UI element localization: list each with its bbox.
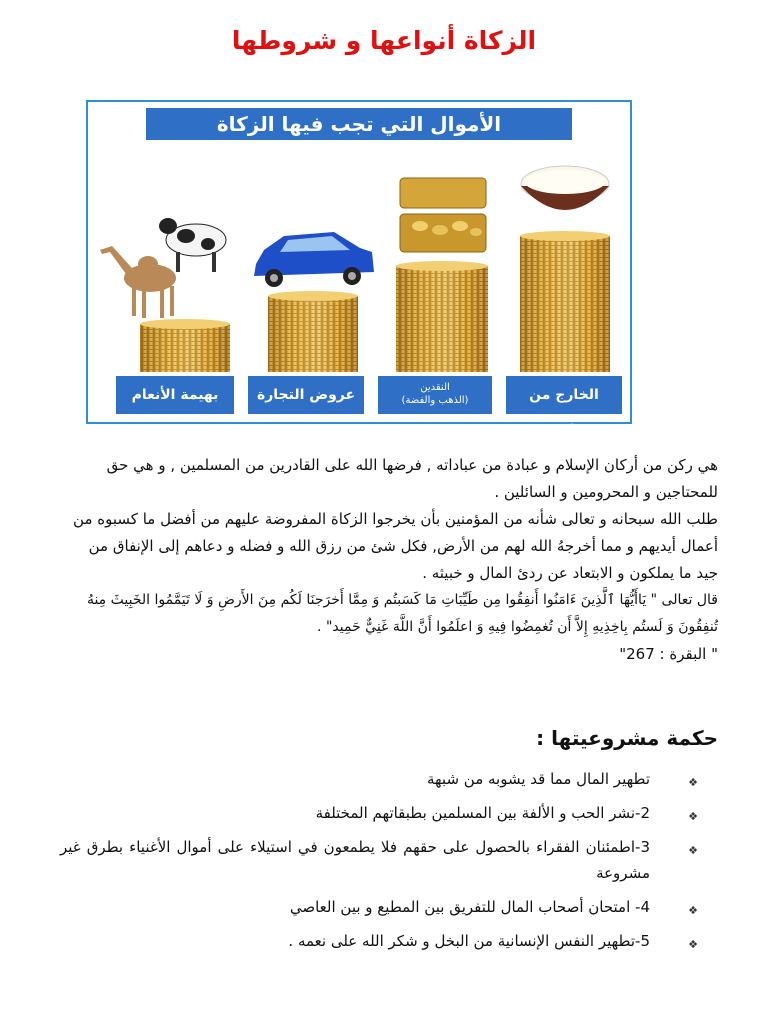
paragraph-verse: قال تعالى " يَاأَيُّهَا ٱلَّذِينَ ءَامَنُوا أَنفِقُوا مِن طَيِّبَاتِ مَا كَسَبتُم وَ مِمَّا أَخرَجنَا لَكُم مِنَ الأَرضِ وَ لَا تَيَمَّمُوا الخَبِيثَ مِنهُ تُنفِقُونَ وَ لَستُم بِاخِذِيهِ إِلاَّ أَن تُغمِضُوا فِيهِ وَ اعلَمُوا أَنَّ اللَّهَ غَنِيٌّ حَمِيد" . — [86, 592, 718, 635]
list-item: ❖ 4- امتحان أصحاب المال للتفريق بين المطيع و بين العاصي — [60, 894, 710, 920]
cow-icon — [159, 218, 226, 272]
car-icon — [254, 232, 374, 287]
rice-bowl-icon — [521, 166, 609, 210]
section-title: حكمة مشروعيتها : — [536, 726, 718, 750]
zakat-assets-figure — [86, 100, 632, 441]
label-livestock: بهيمة الأنعام — [116, 376, 234, 414]
diamond-bullet-icon: ❖ — [688, 810, 698, 823]
verse-reference: " البقرة : 267" — [619, 645, 718, 663]
coin-stack-produce — [520, 231, 610, 372]
diamond-bullet-icon: ❖ — [688, 844, 698, 857]
list-item: ❖ تطهير المال مما قد يشوبه من شبهة — [60, 766, 710, 792]
coin-stack-gold-silver — [396, 261, 488, 372]
diamond-bullet-icon: ❖ — [688, 938, 698, 951]
coin-tin-icon — [400, 178, 486, 252]
list-item: ❖ 2-نشر الحب و الألفة بين المسلمين بطبقاتهم المختلفة — [60, 800, 710, 826]
label-produce: الخارج من الأرض — [506, 376, 622, 414]
figure-banner: الأموال التي تجب فيها الزكاة — [146, 108, 572, 140]
wisdom-list — [60, 766, 710, 962]
body-text — [68, 452, 718, 668]
camel-icon — [100, 246, 176, 318]
diamond-bullet-icon: ❖ — [688, 904, 698, 917]
coin-stack-livestock — [140, 319, 230, 372]
paragraph-definition: هي ركن من أركان الإسلام و عبادة من عباداته , فرضها الله على القادرين من المسلمين , و هي حق للمحتاجين و المحرومين و السائلين . — [106, 456, 718, 501]
page-title: الزكاة أنواعها و شروطها — [231, 26, 537, 55]
list-item: ❖ 5-تطهير النفس الإنسانية من البخل و شكر الله على نعمه . — [60, 928, 710, 954]
label-trade-goods: عروض التجارة — [248, 376, 364, 414]
coin-stack-trade — [268, 291, 358, 372]
label-gold-silver: النقدين (الذهب والفضة) — [378, 376, 492, 414]
diamond-bullet-icon: ❖ — [688, 776, 698, 789]
list-item: ❖ 3-اطمئنان الفقراء بالحصول على حقهم فلا يطمعون في استيلاء على أموال الأغنياء بطرق غير مشروعة — [60, 838, 698, 882]
paragraph-obligation: طلب الله سبحانه و تعالى شأنه من المؤمنين بأن يخرجوا الزكاة المفروضة عليهم من أفضل ما كسبوه من أعمال أيديهم و مما أخرجهُ الله لهم من الأرض, فكل شئ من رزق الله و فضله و دعاهم إلى الإنفاق من جيد ما يملكون و الابتعاد عن ردئ المال و خبيثه . — [73, 510, 718, 582]
